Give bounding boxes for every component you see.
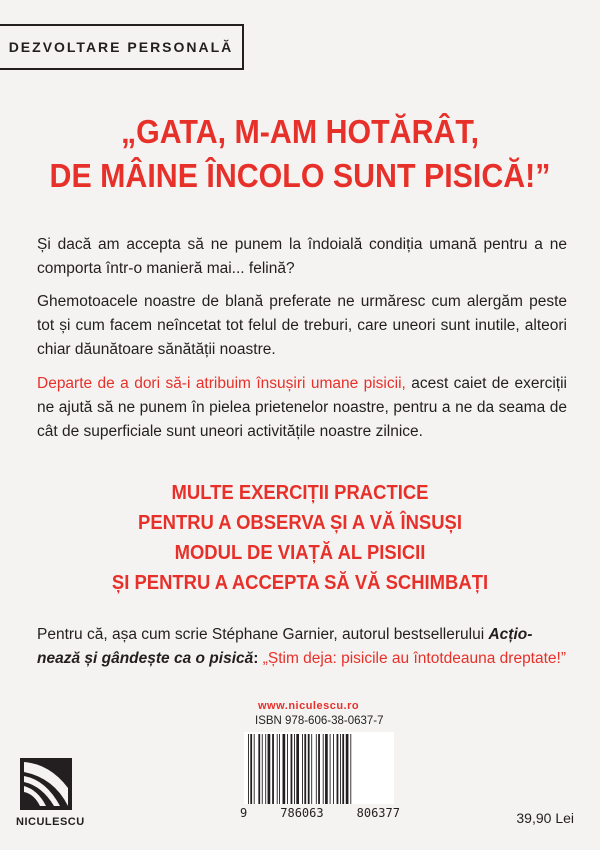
quote-line-2 bbox=[37, 647, 567, 671]
price: 39,90 Lei bbox=[516, 810, 574, 826]
quote-intro: Pentru că, așa cum scrie Stéphane Garnier, autorul bestsellerului bbox=[37, 626, 489, 643]
barcode-digit-prefix: 9 bbox=[240, 806, 248, 820]
subheadline-line-2: PENTRU A OBSERVA ȘI A VĂ ÎNSUȘI bbox=[138, 511, 462, 534]
headline bbox=[24, 110, 576, 198]
subheadline-line-1: MULTE EXERCIȚII PRACTICE bbox=[171, 481, 429, 504]
barcode-digit-group-1: 786063 bbox=[280, 806, 324, 820]
headline-line-2: DE MÂINE ÎNCOLO SUNT PISICĂ!” bbox=[49, 157, 551, 194]
quote-colon: : bbox=[253, 650, 263, 667]
subheadline-line-4: ȘI PENTRU A ACCEPTA SĂ VĂ SCHIMBAȚI bbox=[111, 571, 489, 594]
purpose-paragraph bbox=[37, 372, 567, 444]
barcode-digits bbox=[240, 806, 400, 820]
category-label: DEZVOLTARE PERSONALĂ bbox=[0, 24, 244, 70]
description-paragraph: Ghemotoacele noastre de blană preferate ne urmăresc cum alergăm peste tot și cum facem neîncetat tot felul de treburi, care uneori sunt inutile, alteori chiar dăunătoare sănătății noastre. bbox=[37, 293, 567, 358]
intro-paragraph: Și dacă am accepta să ne punem la îndoială condiția umană pentru a ne comporta într-o manieră mai... felină? bbox=[37, 236, 567, 277]
headline-line-1: „GATA, M-AM HOTĂRÂT, bbox=[120, 113, 480, 150]
publisher-name: NICULESCU bbox=[16, 816, 85, 828]
subheadline bbox=[30, 478, 570, 598]
quote-paragraph bbox=[37, 623, 567, 671]
publisher-logo-icon bbox=[20, 758, 72, 810]
barcode-digit-group-2: 806377 bbox=[356, 806, 400, 820]
isbn: ISBN 978-606-38-0637-7 bbox=[255, 715, 384, 727]
barcode bbox=[244, 732, 394, 804]
publisher-website: www.niculescu.ro bbox=[258, 700, 360, 712]
quote-text: „Știm deja: pisicile au întotdeauna dreptate!” bbox=[262, 650, 567, 667]
purpose-text: acest caiet de exerciții ne ajută să ne punem în pielea prietenelor noastre, pentru a ne da seama de cât de superficiale sunt uneori activitățile noastre zilnice. bbox=[37, 375, 567, 440]
purpose-highlight: Departe de a dori să-i atribuim însușiri umane pisicii, bbox=[37, 375, 406, 392]
book-title-part-2: nează și gândește ca o pisică bbox=[37, 650, 254, 667]
subheadline-line-3: MODUL DE VIAȚĂ AL PISICII bbox=[174, 541, 426, 564]
quote-line-1 bbox=[37, 623, 567, 647]
book-title-part-1: Acțio- bbox=[488, 626, 533, 643]
